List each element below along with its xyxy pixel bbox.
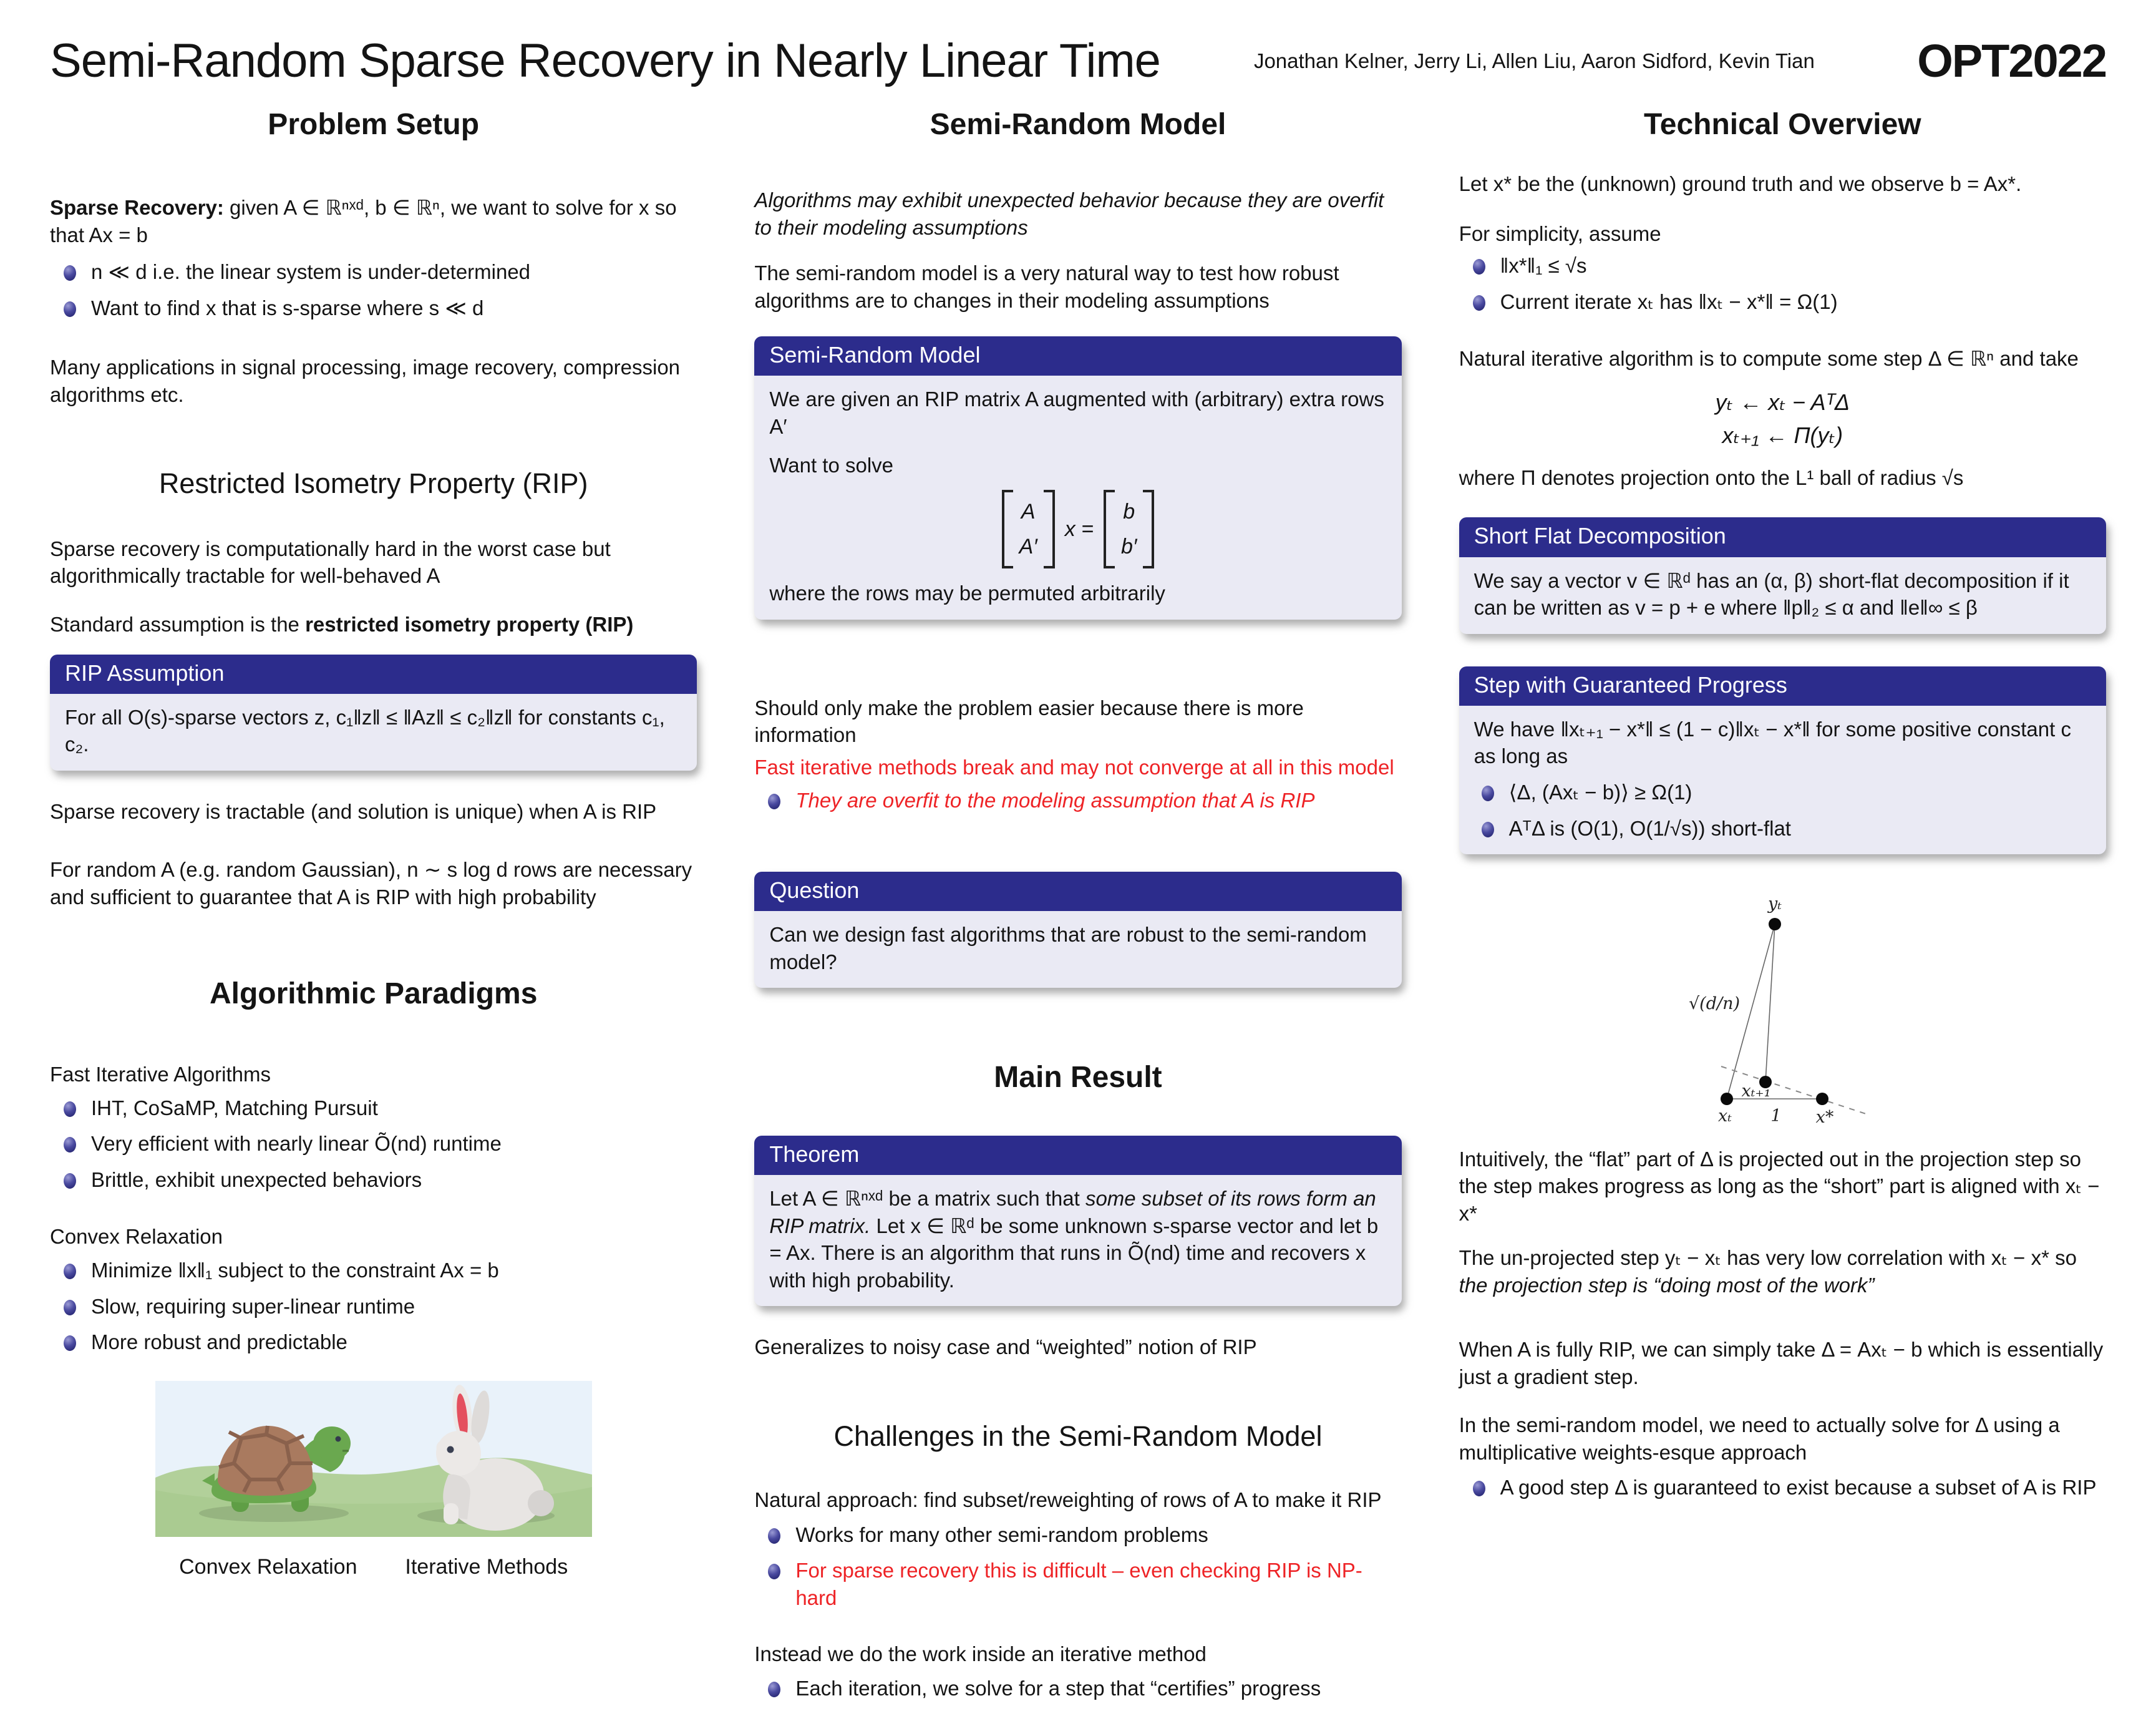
progress-text: We have ‖xₜ₊₁ − x*‖ ≤ (1 − c)‖xₜ − x*‖ for some positive constant c as long as [1474,717,2071,768]
projection-diagram [1459,879,2106,1136]
update-equations [1459,388,2106,451]
equation-xt1: xₜ₊₁ ← Π(yₜ) [1722,422,1843,449]
bullet-icon [64,1101,76,1117]
bullet-icon [64,1264,76,1279]
label-xstar: x* [1815,1108,1834,1128]
random-a-paragraph: For random A (e.g. random Gaussian), n ∼ s log d rows are necessary and sufficient to guarantee that A is RIP with high probability [50,858,692,909]
block-body [754,1175,1401,1306]
model-line2: Want to solve [769,453,894,477]
theorem-emph: some subset of its rows form an RIP matrix. [769,1187,1376,1237]
bullet-icon [768,794,780,809]
bullet-text: A good step Δ is guaranteed to exist because a subset of A is RIP [1500,1475,2097,1499]
conference-logo: OPT2022 [1917,35,2106,87]
list-item [91,258,697,286]
bullet-text: Minimize ‖x‖₁ subject to the constraint Ax = b [91,1258,499,1282]
instead-list [754,1675,1401,1702]
list-item [1500,252,2106,280]
fast-iterative-label: Fast Iterative Algorithms [50,1063,271,1086]
bullet-text: IHT, CoSaMP, Matching Pursuit [91,1096,378,1119]
bullet-text: For sparse recovery this is difficult – even checking RIP is NP-hard [795,1559,1362,1609]
bullet-icon [768,1528,780,1544]
block-body: We say a vector v ∈ ℝᵈ has an (α, β) short-flat decomposition if it can be written as v = p + e where ‖p‖₂ ≤ α and ‖e‖∞ ≤ β [1459,557,2106,634]
bullet-icon [64,1137,76,1153]
label-xt1: xₜ₊₁ [1741,1081,1771,1101]
unprojected-emph: the projection step is “doing most of the work” [1459,1273,1875,1297]
list-item [91,1293,697,1320]
matrix-column-b [1121,494,1137,564]
block-title: Question [754,872,1401,911]
list-item [1509,815,2091,842]
sparse-recovery-rest: given A ∈ ℝⁿˣᵈ, b ∈ ℝⁿ, we want to solve for x so that Ax = b [50,196,677,246]
bullet-icon [1473,259,1485,275]
break-warning-paragraph: Fast iterative methods break and may not converge at all in this model [754,755,1394,779]
tortoise-hare-figure [155,1381,592,1581]
bullet-icon [1473,1481,1485,1496]
column-semi-random-model [754,109,1401,1710]
applications-paragraph: Many applications in signal processing, image recovery, compression algorithms etc. [50,356,681,406]
list-item [91,1257,697,1284]
heading-rip: Restricted Isometry Property (RIP) [158,467,588,500]
ground-truth-paragraph: Let x* be the (unknown) ground truth and we observe b = Ax*. [1459,172,2022,196]
matrix-equation [769,490,1386,568]
bullet-text: ‖x*‖₁ ≤ √s [1500,254,1587,278]
theorem-text: Let x ∈ ℝᵈ be some unknown s-sparse vector and let b = Ax. There is an algorithm that runs in Õ(nd) time and recovers x with high probability. [769,1214,1379,1292]
simplicity-paragraph: For simplicity, assume [1459,222,1661,245]
block-title: Semi-Random Model [754,336,1401,376]
overfit-list [754,787,1401,814]
list-item [795,1521,1401,1549]
instead-paragraph: Instead we do the work inside an iterative method [754,1642,1207,1665]
unprojected-paragraph [1459,1244,2106,1299]
heading-algorithmic-paradigms: Algorithmic Paradigms [209,977,538,1011]
standard-pre: Standard assumption is the [50,612,306,636]
bullet-icon [64,265,76,281]
block-body: Can we design fast algorithms that are robust to the semi-random model? [754,911,1401,988]
bullet-text: Current iterate xₜ has ‖xₜ − x*‖ = Ω(1) [1500,290,1838,313]
bullet-text: They are overfit to the modeling assumption that A is RIP [795,789,1315,812]
matrix-column-A [1019,494,1037,564]
bullet-text: n ≪ d i.e. the linear system is under-determined [91,260,531,284]
equation-yt: yₜ ← xₜ − AᵀΔ [1715,389,1850,415]
theorem-text: Let A ∈ ℝⁿˣᵈ be a matrix such that [769,1187,1085,1211]
list-item [91,1094,697,1122]
bullet-text: Each iteration, we solve for a step that “certifies” progress [795,1677,1321,1700]
column-problem-setup [50,109,697,1710]
natural-algorithm-paragraph: Natural iterative algorithm is to compute some step Δ ∈ ℝⁿ and take [1459,347,2079,371]
bullet-icon [1482,822,1494,837]
label-yt: yₜ [1768,894,1782,914]
standard-bold: restricted isometry property (RIP) [305,612,634,636]
standard-assumption-paragraph [50,611,697,638]
bullet-text: Works for many other semi-random problems [795,1523,1208,1546]
bullet-text: Want to find x that is s-sparse where s ≪ d [91,296,484,319]
short-flat-block [1459,517,2106,633]
sparse-bullet-list [50,258,697,321]
list-item [1509,779,2091,806]
figure-captions [155,1553,592,1581]
heading-semi-random-model: Semi-Random Model [930,108,1226,142]
tortoise-hare-illustration [155,1381,592,1537]
projection-note-paragraph: where Π denotes projection onto the L¹ ball of radius √s [1459,466,1964,489]
question-block [754,872,1401,988]
model-line1: We are given an RIP matrix A augmented with (arbitrary) extra rows A′ [769,388,1384,439]
hard-paragraph: Sparse recovery is computationally hard in the worst case but algorithmically tractable for well-behaved A [50,537,611,588]
point-xstar [1816,1093,1828,1105]
rip-assumption-block [50,655,697,771]
bullet-text: ⟨Δ, (Axₜ − b)⟩ ≥ Ω(1) [1508,780,1692,804]
challenges-list [754,1521,1401,1612]
left-bracket [1002,490,1013,568]
matrix-entry: b [1123,499,1135,524]
projection-diagram-svg [1664,879,1901,1129]
column-technical-overview [1459,109,2106,1710]
generalizes-paragraph: Generalizes to noisy case and “weighted” notion of RIP [754,1335,1257,1359]
left-bracket [1104,490,1115,568]
list-item [795,1675,1401,1702]
block-title: Short Flat Decomposition [1459,517,2106,557]
right-bracket [1044,490,1055,568]
list-item [795,1557,1401,1611]
heading-technical-overview: Technical Overview [1643,108,1921,142]
poster-title: Semi-Random Sparse Recovery in Nearly Linear Time [50,34,1160,87]
bullet-icon [64,1300,76,1315]
semirandom-solve-paragraph: In the semi-random model, we need to actually solve for Δ using a multiplicative weights-esque approach [1459,1413,2060,1464]
bullet-icon [768,1564,780,1579]
guaranteed-progress-block [1459,666,2106,854]
bullet-text: Very efficient with nearly linear Õ(nd) runtime [91,1132,502,1156]
poster-columns [50,109,2106,1710]
list-item [1500,1474,2106,1501]
matrix-entry: A [1021,499,1036,524]
semi-random-model-block [754,336,1401,619]
block-body [1459,706,2106,854]
heading-problem-setup: Problem Setup [268,108,480,142]
caption-convex-relaxation: Convex Relaxation [179,1555,357,1579]
list-item [91,295,697,322]
progress-list [1474,779,2091,842]
bullet-text: AᵀΔ is (O(1), O(1/√s)) short-flat [1508,816,1791,840]
bullet-icon [1473,295,1485,311]
list-item [91,1130,697,1158]
point-yt [1769,918,1781,930]
natural-approach-paragraph: Natural approach: find subset/reweighting of rows of A to make it RIP [754,1488,1382,1512]
bullet-icon [768,1682,780,1697]
convex-relaxation-label: Convex Relaxation [50,1225,223,1249]
matrix-entry: A′ [1019,534,1037,558]
block-body [754,376,1401,619]
poster-authors: Jonathan Kelner, Jerry Li, Allen Liu, Aaron Sidford, Kevin Tian [1253,49,1815,73]
bullet-text: Brittle, exhibit unexpected behaviors [91,1167,422,1191]
block-body: For all O(s)-sparse vectors z, c₁‖z‖ ≤ ‖Az‖ ≤ c₂‖z‖ for constants c₁, c₂. [50,694,697,771]
overfit-lead-paragraph: Algorithms may exhibit unexpected behavior because they are overfit to their modeling assumptions [754,188,1384,239]
convex-relaxation-list [50,1257,697,1356]
unprojected-pre: The un-projected step yₜ − xₜ has very low correlation with xₜ − x* so [1459,1246,2077,1270]
caption-iterative-methods: Iterative Methods [405,1555,568,1579]
good-step-list [1459,1474,2106,1501]
block-title: Step with Guaranteed Progress [1459,666,2106,706]
bullet-icon [1482,786,1494,801]
sparse-recovery-lead: Sparse Recovery: [50,196,224,220]
block-title: Theorem [754,1136,1401,1175]
sparse-recovery-paragraph [50,194,697,248]
matrix-entry: b′ [1121,534,1137,558]
heading-main-result: Main Result [994,1061,1162,1094]
tractable-paragraph: Sparse recovery is tractable (and solution is unique) when A is RIP [50,799,657,823]
assumption-list [1459,252,2106,315]
natural-way-paragraph: The semi-random model is a very natural way to test how robust algorithms are to changes in their modeling assumptions [754,261,1339,312]
fast-iterative-list [50,1094,697,1194]
label-sqrt-dn: √(d/n) [1689,994,1741,1014]
fully-rip-paragraph: When A is fully RIP, we can simply take Δ = Axₜ − b which is essentially just a gradient step. [1459,1338,2104,1388]
list-item [1500,288,2106,316]
right-bracket [1143,490,1154,568]
intuitive-paragraph: Intuitively, the “flat” part of Δ is projected out in the projection step so the step makes progress as long as the “short” part is aligned with xₜ − x* [1459,1147,2100,1225]
theorem-block [754,1136,1401,1306]
poster-header [50,30,2106,92]
easier-paragraph: Should only make the problem easier because there is more information [754,696,1304,747]
bullet-text: More robust and predictable [91,1330,347,1354]
bullet-text: Slow, requiring super-linear runtime [91,1294,415,1318]
list-item [795,787,1401,814]
label-one: 1 [1770,1106,1782,1126]
heading-challenges: Challenges in the Semi-Random Model [833,1420,1323,1452]
label-xt: xₜ [1718,1106,1732,1126]
bullet-icon [64,1173,76,1189]
list-item [91,1166,697,1194]
model-line3: where the rows may be permuted arbitrarily [769,582,1165,605]
block-title: RIP Assumption [50,655,697,694]
matrix-mid: x = [1064,517,1094,541]
bullet-icon [64,1335,76,1351]
bullet-icon [64,301,76,317]
list-item [91,1328,697,1356]
point-xt [1721,1093,1733,1105]
